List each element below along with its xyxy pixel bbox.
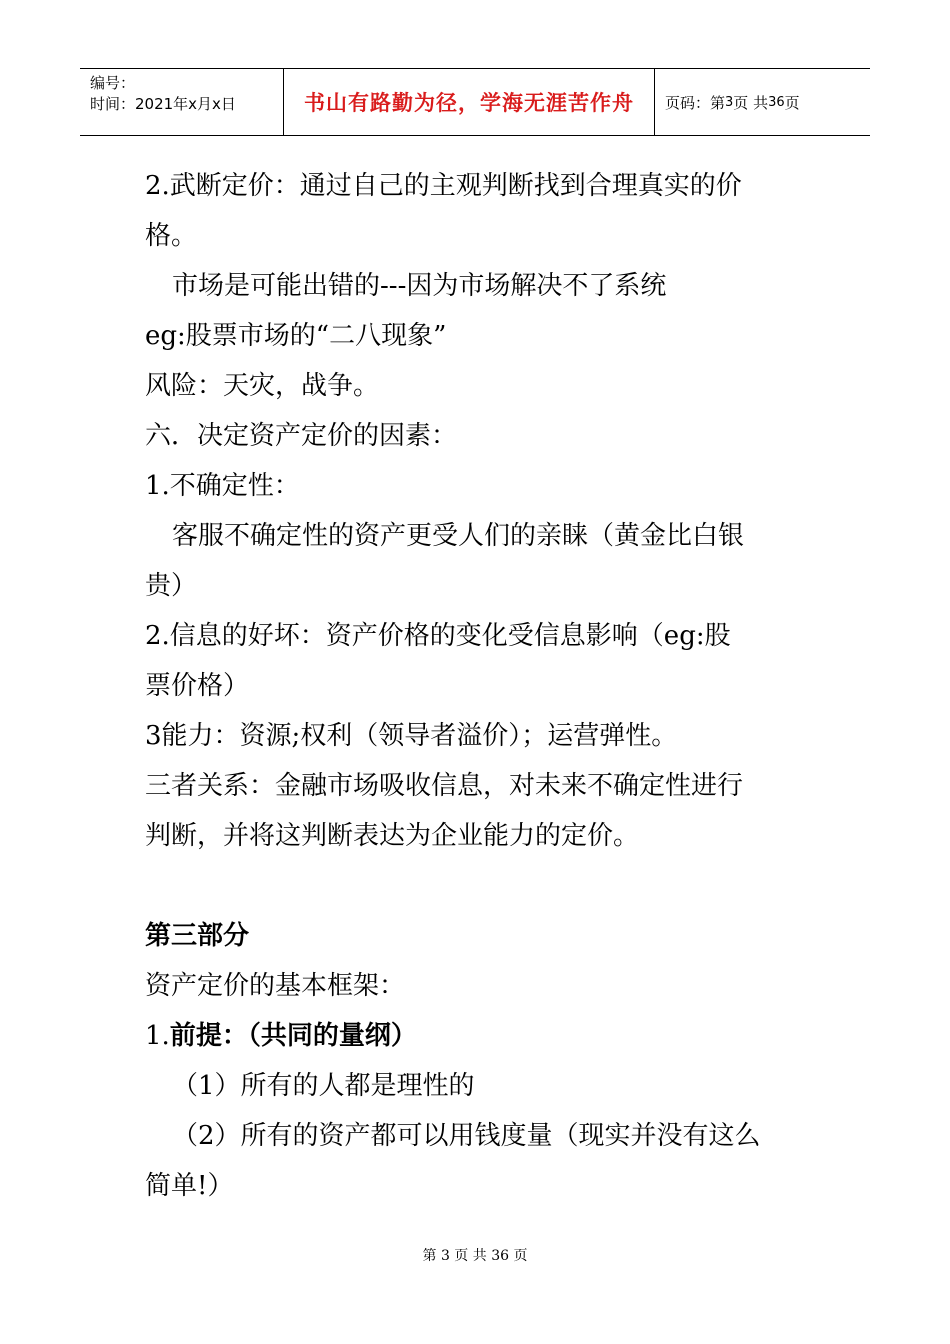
blank-line <box>145 861 815 911</box>
paragraph-line: 判断，并将这判断表达为企业能力的定价。 <box>145 821 640 851</box>
paragraph-line: 2.信息的好坏：资产价格的变化受信息影响（eg:股 <box>145 621 731 651</box>
paragraph-line: （1）所有的人都是理性的 <box>172 1071 475 1101</box>
page-mid: 页 共 <box>733 93 769 112</box>
header-page-info <box>655 69 870 135</box>
section-heading: 六．决定资产定价的因素： <box>145 421 458 451</box>
bold-heading: 前提：（共同的量纲） <box>169 1021 417 1051</box>
page-total: 36 <box>768 94 785 110</box>
page-header <box>80 68 870 136</box>
document-number-label: 编号： <box>90 74 136 92</box>
paragraph-line: 2.武断定价：通过自己的主观判断找到合理真实的价 <box>145 171 742 201</box>
list-number: 1. <box>145 1021 170 1051</box>
document-time-label: 时间：2021年x月x日 <box>90 95 236 113</box>
paragraph-line: 客服不确定性的资产更受人们的亲睐（黄金比白银 <box>172 521 745 551</box>
paragraph-line: 简单!） <box>145 1171 234 1201</box>
paragraph-line: 三者关系：金融市场吸收信息，对未来不确定性进行 <box>145 771 744 801</box>
paragraph-line: 票价格） <box>145 671 250 701</box>
header-meta <box>80 69 283 135</box>
paragraph-line: eg:股票市场的“二八现象” <box>145 321 447 351</box>
paragraph-line: 资产定价的基本框架： <box>145 971 406 1001</box>
page-suffix: 页 <box>784 93 800 112</box>
paragraph-line: 格。 <box>145 221 198 251</box>
paragraph-line: 风险：天灾，战争。 <box>145 371 380 401</box>
paragraph-line: 贵） <box>145 571 198 601</box>
paragraph-line: 市场是可能出错的---因为市场解决不了系统 <box>172 271 667 301</box>
page-number: 3 <box>725 94 734 110</box>
page-prefix: 页码：第 <box>665 93 726 112</box>
page-footer: 第 3 页 共 36 页 <box>422 1248 528 1264</box>
paragraph-line <box>145 1011 815 1061</box>
paragraph-line: （2）所有的资产都可以用钱度量（现实并没有这么 <box>172 1121 761 1151</box>
paragraph-line: 3能力：资源;权利（领导者溢价）；运营弹性。 <box>145 721 678 751</box>
header-motto: 书山有路勤为径，学海无涯苦作舟 <box>283 69 655 135</box>
document-body <box>145 161 815 1211</box>
paragraph-line: 1.不确定性： <box>145 471 300 501</box>
part-title: 第三部分 <box>145 921 250 951</box>
